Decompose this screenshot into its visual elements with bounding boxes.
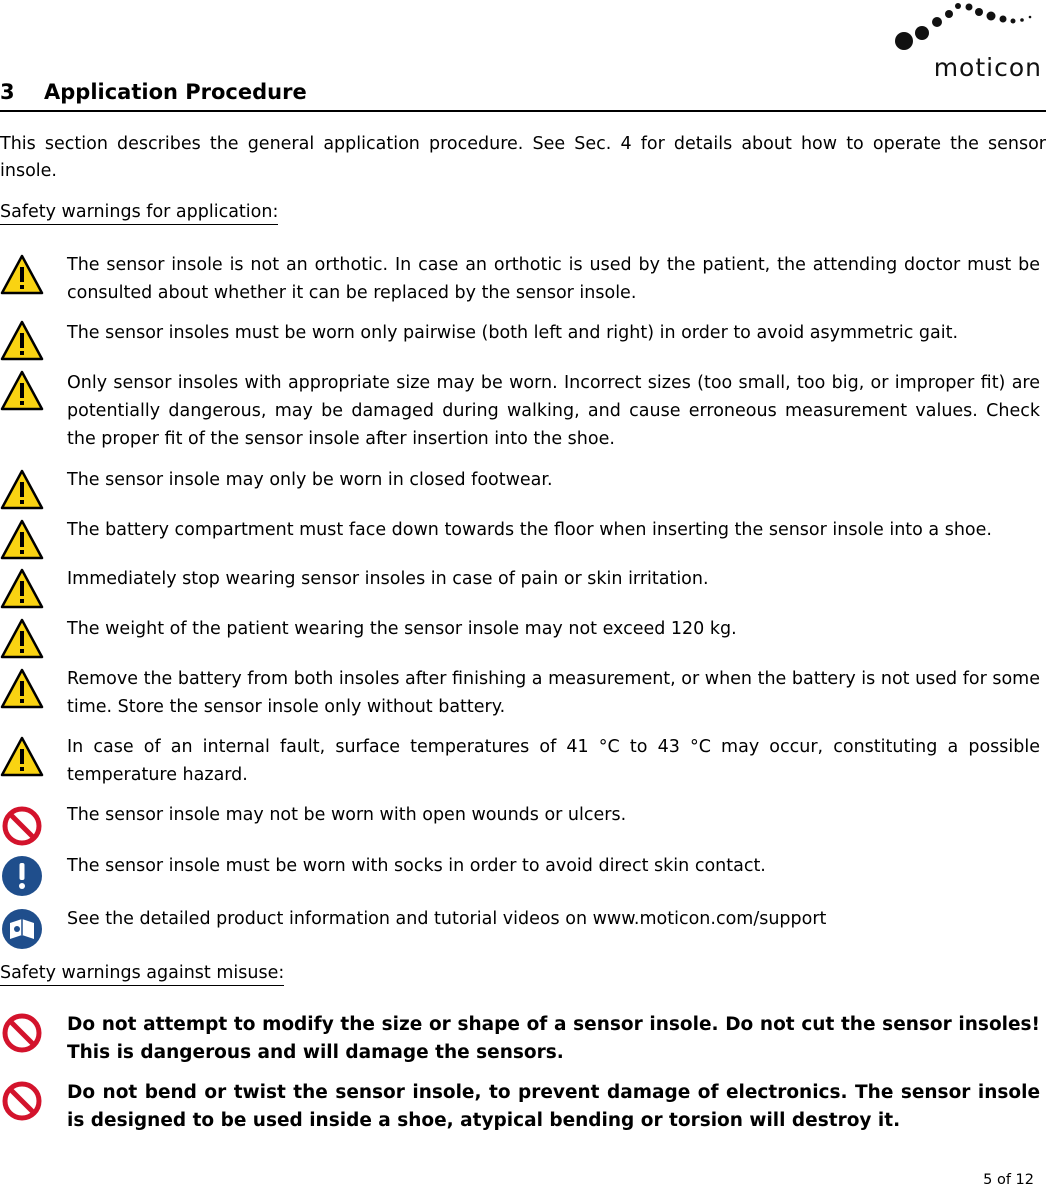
mandatory-action-icon (0, 854, 44, 898)
warning-text: The weight of the patient wearing the sensor insole may not exceed 120 kg. (67, 619, 737, 639)
section-heading (0, 78, 1046, 112)
misuse-warnings-heading: Safety warnings against misuse: (0, 963, 284, 986)
prohibition-icon (0, 804, 44, 848)
prohibition-icon (0, 1011, 44, 1055)
section-title: Application Procedure (44, 80, 307, 104)
warning-triangle-icon (0, 369, 44, 413)
warning-triangle-icon (0, 667, 44, 711)
misuse-warning-text: Do not bend or twist the sensor insole, to prevent damage of electronics. The sensor insole is designed to be used inside a shoe, atypical bending or torsion will destroy it. (67, 1082, 1040, 1131)
warning-text: The sensor insoles must be worn only pairwise (both left and right) in order to avoid asymmetric gait. (67, 323, 959, 343)
warning-text: Remove the battery from both insoles after finishing a measurement, or when the battery is not used for some time. Store the sensor insole only without battery. (67, 669, 1040, 717)
warning-text: Only sensor insoles with appropriate size may be worn. Incorrect sizes (too small, too big, or improper fit) are potentially dangerous, may be damaged during walking, and cause erroneous measurement values. Check the proper fit of the sensor insole after insertion into the shoe. (67, 373, 1040, 449)
application-warnings-heading: Safety warnings for application: (0, 202, 278, 225)
warning-triangle-icon (0, 253, 44, 297)
warning-triangle-icon (0, 567, 44, 611)
warning-text: The sensor insole may only be worn in closed footwear. (67, 470, 553, 490)
warning-text: The battery compartment must face down towards the floor when inserting the sensor insole into a shoe. (67, 520, 992, 540)
read-instructions-icon (0, 907, 44, 951)
warning-text: Immediately stop wearing sensor insoles in case of pain or skin irritation. (67, 569, 709, 589)
warning-text: The sensor insole may not be worn with open wounds or ulcers. (67, 805, 627, 825)
warning-text: In case of an internal fault, surface temperatures of 41 °C to 43 °C may occur, constituting a possible temperature hazard. (67, 737, 1040, 785)
warning-text: See the detailed product information and tutorial videos on www.moticon.com/support (67, 909, 827, 929)
prohibition-icon (0, 1079, 44, 1123)
warning-text: The sensor insole is not an orthotic. In case an orthotic is used by the patient, the attending doctor must be consulted about whether it can be replaced by the sensor insole. (67, 255, 1040, 303)
misuse-warning-text: Do not attempt to modify the size or shape of a sensor insole. Do not cut the sensor insoles! This is dangerous and will damage the sensors. (67, 1014, 1040, 1063)
section-number: 3 (0, 80, 15, 104)
logo-wordmark: moticon (933, 53, 1042, 82)
intro-paragraph: This section describes the general application procedure. See Sec. 4 for details about how to operate the sensor insole. (0, 134, 1046, 181)
warning-triangle-icon (0, 319, 44, 363)
page-number: 5 of 12 (983, 1172, 1034, 1188)
warning-triangle-icon (0, 735, 44, 779)
warning-triangle-icon (0, 468, 44, 512)
warning-triangle-icon (0, 617, 44, 661)
warning-text: The sensor insole must be worn with socks in order to avoid direct skin contact. (67, 856, 766, 876)
warning-triangle-icon (0, 518, 44, 562)
